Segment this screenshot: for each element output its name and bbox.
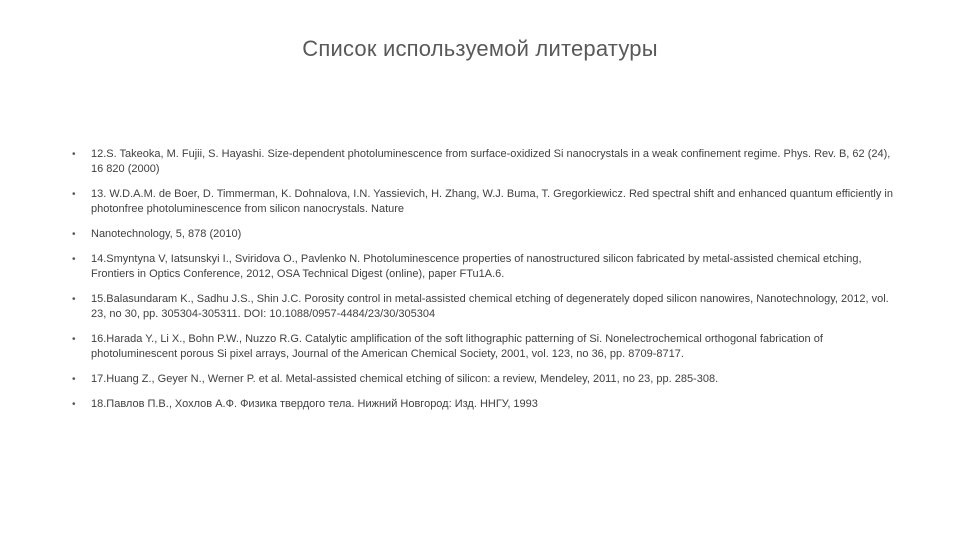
- reference-text: 14.Smyntyna V, Iatsunskyi I., Sviridova O., Pavlenko N. Photoluminescence properties of nanostructured silicon fabricated by metal-assisted chemical etching, Frontiers in Optics Conference, 2012, OSA Technical Digest (online), paper FTu1A.6.: [91, 253, 862, 280]
- bullet-icon: •: [72, 149, 76, 160]
- bullet-icon: •: [72, 294, 76, 305]
- reference-text: 15.Balasundaram K., Sadhu J.S., Shin J.C. Porosity control in metal-assisted chemical etching of degenerately doped silicon nanowires, Nanotechnology, 2012, vol. 23, no 30, pp. 305304-305311. DOI: 10.1088/0957-4484/23/30/305304: [91, 293, 889, 320]
- reference-list: [70, 147, 900, 422]
- bullet-icon: •: [72, 229, 76, 240]
- bullet-icon: •: [72, 399, 76, 410]
- bullet-icon: •: [72, 374, 76, 385]
- list-item: [70, 397, 900, 412]
- reference-text: 16.Harada Y., Li X., Bohn P.W., Nuzzo R.G. Catalytic amplification of the soft lithographic patterning of Si. Nonelectrochemical orthogonal fabrication of photoluminescent porous Si pixel arrays, Journal of the American Chemical Society, 2001, vol. 123, no 36, pp. 8709-8717.: [91, 333, 823, 360]
- reference-text: 13. W.D.A.M. de Boer, D. Timmerman, K. Dohnalova, I.N. Yassievich, H. Zhang, W.J. Buma, T. Gregorkiewicz. Red spectral shift and enhanced quantum efficiently in photonfree photoluminescence from silicon nanocrystals. Nature: [91, 188, 893, 215]
- page-title: Список используемой литературы: [302, 36, 658, 61]
- list-item: [70, 187, 900, 217]
- list-item: [70, 252, 900, 282]
- bullet-icon: •: [72, 334, 76, 345]
- list-item: [70, 147, 900, 177]
- list-item: [70, 292, 900, 322]
- list-item: [70, 332, 900, 362]
- bullet-icon: •: [72, 189, 76, 200]
- list-item: [70, 372, 900, 387]
- reference-text: 18.Павлов П.В., Хохлов А.Ф. Физика твердого тела. Нижний Новгород: Изд. ННГУ, 1993: [91, 398, 538, 410]
- bullet-icon: •: [72, 254, 76, 265]
- reference-text: Nanotechnology, 5, 878 (2010): [91, 228, 242, 240]
- reference-text: 17.Huang Z., Geyer N., Werner P. et al. Metal-assisted chemical etching of silicon: a review, Mendeley, 2011, no 23, pp. 285-308.: [91, 373, 719, 385]
- list-item: [70, 227, 900, 242]
- reference-text: 12.S. Takeoka, M. Fujii, S. Hayashi. Size-dependent photoluminescence from surface-oxidized Si nanocrystals in a weak confinement regime. Phys. Rev. B, 62 (24), 16 820 (2000): [91, 148, 891, 175]
